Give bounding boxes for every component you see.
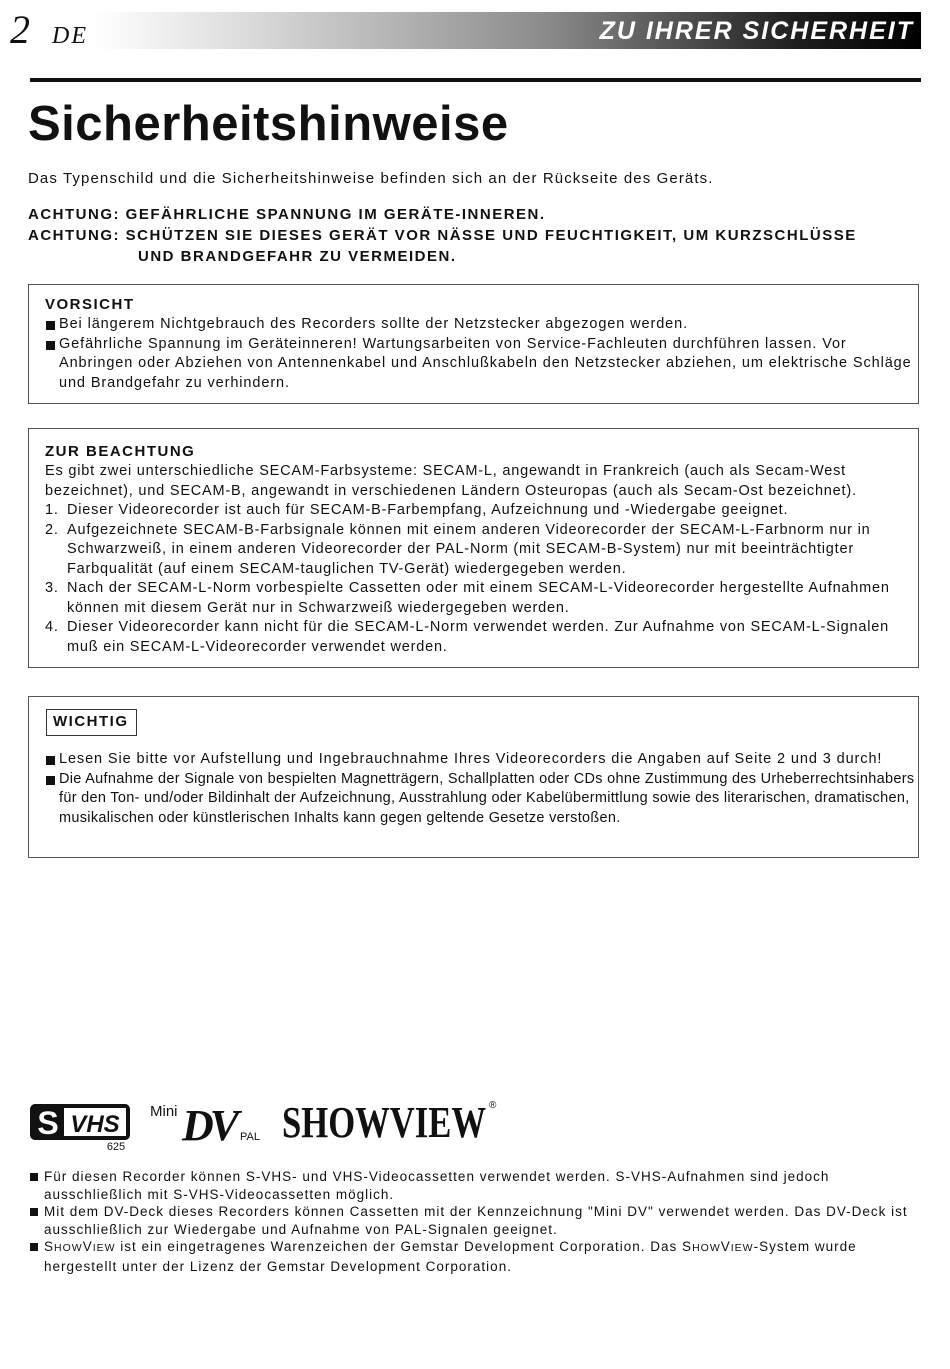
item-number: 2. — [45, 521, 59, 538]
beachtung-title: ZUR BEACHTUNG — [45, 443, 196, 460]
trademark-part: S — [682, 1239, 693, 1254]
vorsicht-box — [28, 284, 919, 404]
page-number: 2 — [10, 7, 30, 52]
page-title: Sicherheitshinweise — [28, 97, 509, 151]
footer-item-text: ist ein eingetragenes Warenzeichen der Gemstar Development Corporation. Das — [115, 1239, 683, 1254]
square-bullet-icon — [46, 341, 55, 350]
beachtung-intro: Es gibt zwei unterschiedliche SECAM-Farbsysteme: SECAM-L, angewandt in Frankreich (auch als Secam-West bezeichnet), und SECAM-B, angewandt in verschiedenen Ländern Osteuropas (auch als Secam-Ost bezeichnet). — [45, 463, 857, 499]
footer-item — [28, 1238, 919, 1275]
trademark-part: IEW — [92, 1242, 116, 1254]
vorsicht-title: VORSICHT — [45, 296, 135, 313]
trademark-part: IEW — [730, 1242, 754, 1254]
square-bullet-icon — [30, 1208, 38, 1216]
showview-logo — [282, 1097, 502, 1143]
trademark-part: HOW — [54, 1242, 83, 1254]
svhs-logo — [30, 1104, 134, 1150]
numbered-item — [29, 618, 918, 657]
header-rule — [30, 78, 921, 82]
list-item — [29, 770, 918, 829]
beachtung-box — [28, 428, 919, 668]
square-bullet-icon — [30, 1173, 38, 1181]
minidv-pal-text: PAL — [240, 1131, 260, 1143]
wichtig-box — [28, 696, 919, 858]
item-number: 3. — [45, 580, 59, 596]
trademark-part: V — [720, 1239, 731, 1254]
square-bullet-icon — [46, 776, 55, 785]
language-code: DE — [52, 23, 88, 49]
list-item-text: Lesen Sie bitte vor Aufstellung und Ingebrauchnahme Ihres Videorecorders die Angaben auf Seite 2 und 3 durch! — [59, 751, 883, 767]
svhs-logo-sub: 625 — [106, 1141, 126, 1150]
footer-item-text: Für diesen Recorder können S-VHS- und VHS-Videocassetten verwendet werden. S-VHS-Aufnahmen sind jedoch ausschließlich mit S-VHS-Videocassetten möglich. — [44, 1169, 830, 1202]
footer-item-text: Mit dem DV-Deck dieses Recorders können Cassetten mit der Kennzeichnung "Mini DV" verwendet werden. Das DV-Deck ist ausschließlich zur Wiedergabe und Aufnahme von PAL-Signalen geeignet. — [44, 1204, 908, 1237]
section-title: ZU IHRER SICHERHEIT — [599, 17, 914, 45]
intro-text: Das Typenschild und die Sicherheitshinweise befinden sich an der Rückseite des Geräts. — [28, 170, 714, 187]
minidv-dv-text: DV — [182, 1101, 236, 1144]
warning-line: UND BRANDGEFAHR ZU VERMEIDEN. — [138, 248, 457, 265]
item-text: Nach der SECAM-L-Norm vorbespielte Cassetten oder mit einem SECAM-L-Videorecorder hergestellte Aufnahmen können mit diesem Gerät nur in Schwarzweiß wiedergegeben werden. — [67, 580, 890, 616]
trademark-part: HOW — [692, 1242, 721, 1254]
footer-item — [28, 1168, 919, 1203]
footer-item-text: -System wurde hergestellt unter der Lizenz der Gemstar Development Corporation. — [44, 1239, 857, 1274]
registered-mark: ® — [489, 1100, 497, 1111]
item-text: Dieser Videorecorder kann nicht für die SECAM-L-Norm verwendet werden. Zur Aufnahme von SECAM-L-Signalen muß ein SECAM-L-Videorecorder verwendet werden. — [67, 619, 889, 655]
warning-block — [28, 204, 857, 267]
minidv-logo — [148, 1100, 268, 1144]
item-number: 4. — [45, 619, 59, 635]
minidv-mini-text: Mini — [150, 1103, 178, 1120]
numbered-item — [29, 501, 918, 521]
numbered-item — [29, 521, 918, 580]
item-text: Dieser Videorecorder ist auch für SECAM-B-Farbempfang, Aufzeichnung und -Wiedergabe geeignet. — [67, 502, 789, 518]
trademark-part: V — [82, 1239, 93, 1254]
warning-line: ACHTUNG: GEFÄHRLICHE SPANNUNG IM GERÄTE-INNEREN. — [28, 206, 546, 223]
list-item — [29, 315, 918, 335]
showview-logo-text: SHOWVIEW — [282, 1098, 486, 1143]
list-item-text: Bei längerem Nichtgebrauch des Recorders sollte der Netzstecker abgezogen werden. — [59, 316, 689, 332]
square-bullet-icon — [46, 321, 55, 330]
svhs-logo-s: S — [37, 1105, 59, 1141]
square-bullet-icon — [30, 1243, 38, 1251]
list-item-text: Die Aufnahme der Signale von bespielten Magnetträgern, Schallplatten oder CDs ohne Zustimmung des Urheberrechtsinhabers für den Ton- und/oder Bildinhalt der Aufzeichnung, Ausstrahlung oder Kabelübermittlung sowie des literarischen, dramatischen, musikalischen oder künstlerischen Inhalts kann gegen geltende Gesetze verstoßen. — [59, 770, 915, 826]
list-item — [29, 335, 918, 394]
footer-item — [28, 1203, 919, 1238]
list-item-text: Gefährliche Spannung im Geräteinneren! Wartungsarbeiten von Service-Fachleuten durchführen lassen. Vor Anbringen oder Abziehen von Antennenkabel und Anschlußkabeln den Netzstecker abziehen, um elektrische Schläge und Brandgefahr zu verhindern. — [59, 335, 912, 391]
list-item — [29, 750, 918, 770]
item-number: 1. — [45, 502, 59, 518]
wichtig-title: WICHTIG — [46, 709, 137, 736]
trademark-part: S — [44, 1239, 55, 1254]
numbered-item — [29, 579, 918, 618]
item-text: Aufgezeichnete SECAM-B-Farbsignale können mit einem anderen Videorecorder der SECAM-L-Farbnorm nur in Schwarzweiß, in einem anderen Videorecorder der PAL-Norm (mit SECAM-B-System) nur mit beeinträchtigter Farbqualität (auf einem SECAM-tauglichen TV-Gerät) wiedergegeben werden. — [67, 521, 871, 577]
warning-line: ACHTUNG: SCHÜTZEN SIE DIESES GERÄT VOR NÄSSE UND FEUCHTIGKEIT, UM KURZSCHLÜSSE — [28, 227, 857, 244]
svhs-logo-text: VHS — [70, 1111, 120, 1138]
footer-notes — [28, 1168, 919, 1275]
square-bullet-icon — [46, 756, 55, 765]
